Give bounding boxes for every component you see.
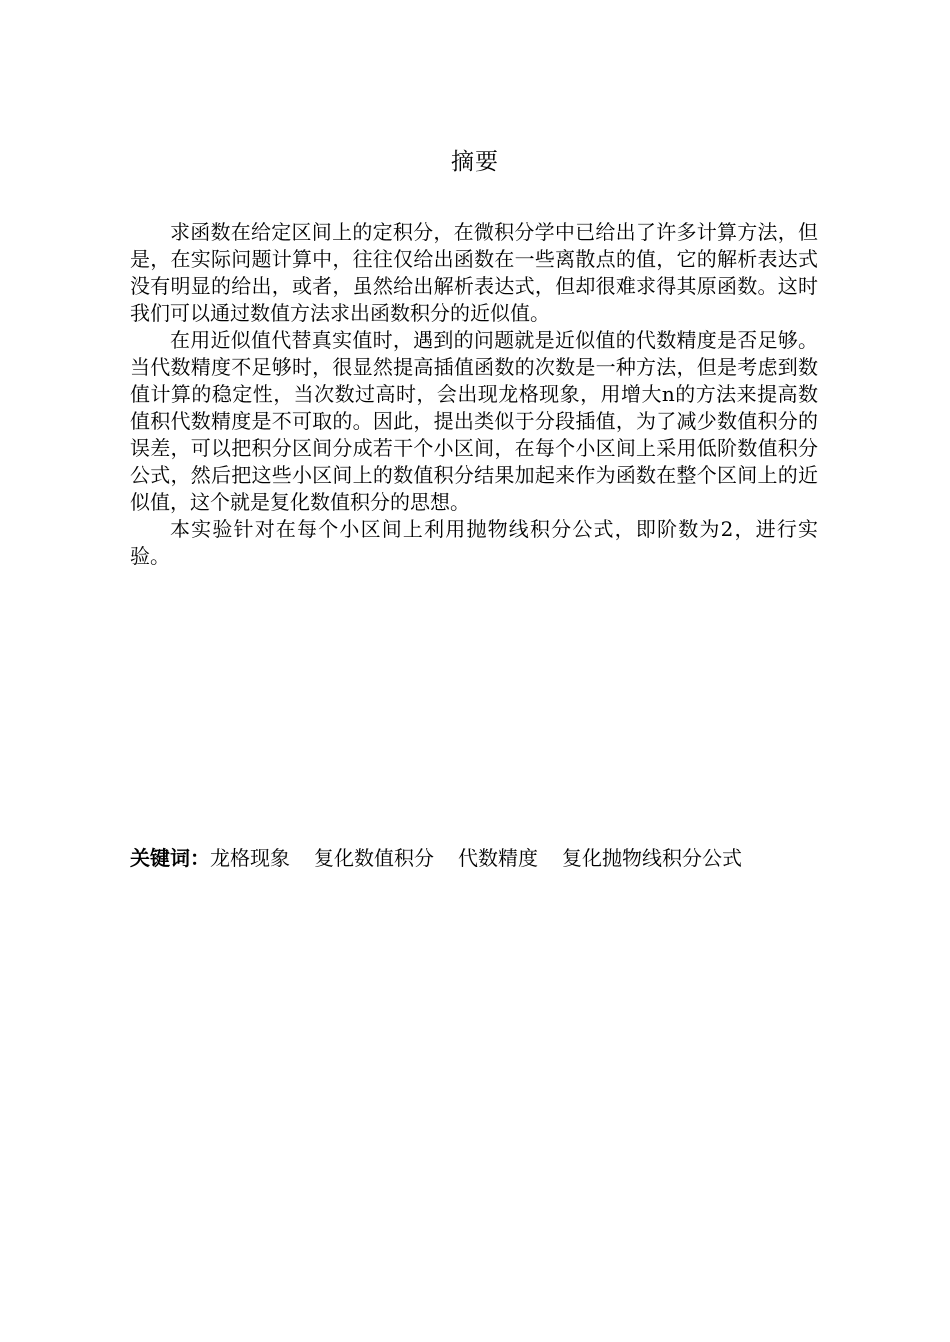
abstract-paragraph-3: 本实验针对在每个小区间上利用抛物线积分公式，即阶数为2，进行实验。 [130, 517, 818, 568]
abstract-paragraph-2: 在用近似值代替真实值时，遇到的问题就是近似值的代数精度是否足够。当代数精度不足够时，很显然提高插值函数的次数是一种方法，但是考虑到数值计算的稳定性，当次数过高时，会出现龙格现象，用增大n的方法来提高数值积代数精度是不可取的。因此，提出类似于分段插值，为了减少数值积分的误差，可以把积分区间分成若干个小区间，在每个小区间上采用低阶数值积分公式，然后把这些小区间上的数值积分结果加起来作为函数在整个区间上的近似值，这个就是复化数值积分的思想。 [130, 328, 818, 514]
keyword-item: 代数精度 [458, 846, 538, 870]
abstract-title: 摘要 [451, 149, 499, 175]
keyword-item: 复化数值积分 [314, 846, 434, 870]
keyword-item: 复化抛物线积分公式 [562, 846, 742, 870]
keyword-item: 龙格现象 [210, 846, 290, 870]
abstract-paragraph-1: 求函数在给定区间上的定积分，在微积分学中已给出了许多计算方法，但是，在实际问题计算中，往往仅给出函数在一些离散点的值，它的解析表达式没有明显的给出，或者，虽然给出解析表达式，但却很难求得其原函数。这时我们可以通过数值方法求出函数积分的近似值。 [130, 220, 818, 325]
abstract-body [130, 219, 818, 570]
keywords-line [130, 844, 830, 872]
keywords-label: 关键词： [130, 846, 210, 870]
